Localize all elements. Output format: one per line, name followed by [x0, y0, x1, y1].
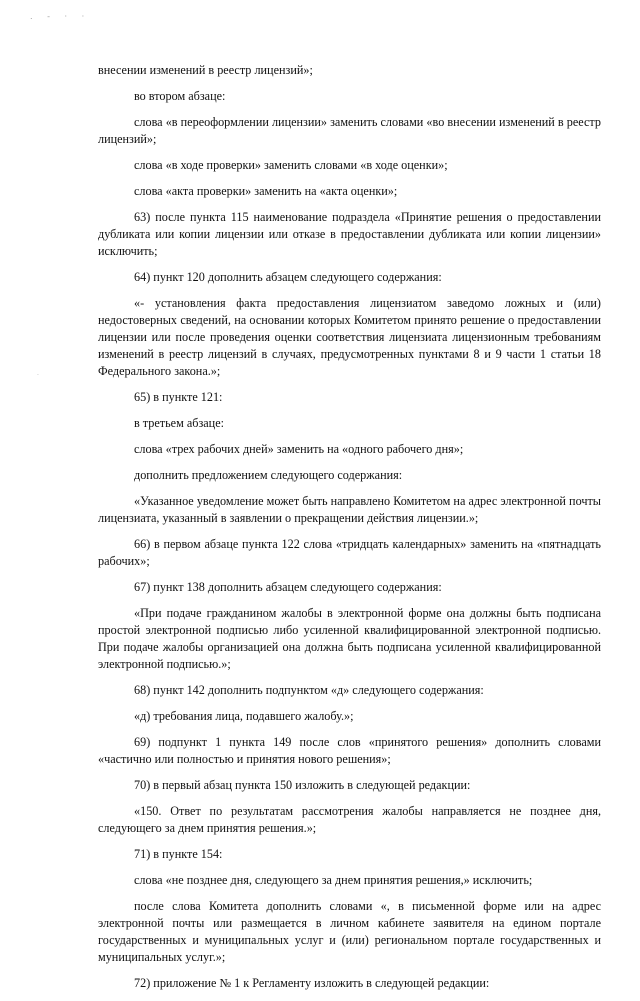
paragraph: 65) в пункте 121: — [134, 390, 223, 404]
paragraph: слова «в ходе проверки» заменить словами «в ходе оценки»; — [134, 158, 448, 172]
paragraph: «- установления факта предоставления лицензиатом заведомо ложных и (или) недостоверных сведений, на основании которых Комитетом принято решение о предоставлении лицензии или после проведения оценки соответствия лицензиата лицензионным требованиям изменений в реестр лицензий в случаях, предусмотренных пунктами 8 и 9 части 1 статьи 18 Федерального закона.»; — [98, 296, 601, 378]
paragraph: 72) приложение № 1 к Регламенту изложить в следующей редакции: — [134, 976, 490, 990]
paragraph: дополнить предложением следующего содержания: — [134, 468, 403, 482]
paragraph: в третьем абзаце: — [134, 416, 224, 430]
paragraph: 71) в пункте 154: — [134, 847, 223, 861]
scan-marks: . - · · — [30, 12, 91, 21]
document-page — [98, 62, 601, 1001]
paragraph: 69) подпункт 1 пункта 149 после слов «принятого решения» дополнить словами «частично или полностью и принятия нового решения»; — [98, 735, 601, 766]
scan-speck: · — [37, 372, 39, 379]
paragraph: слова «акта проверки» заменить на «акта оценки»; — [134, 184, 398, 198]
paragraph: 68) пункт 142 дополнить подпунктом «д» следующего содержания: — [134, 683, 484, 697]
paragraph: «При подаче гражданином жалобы в электронной форме она должны быть подписана простой электронной подписью либо усиленной квалифицированной электронной подписью. При подаче жалобы организацией она должна быть подписана усиленной квалифицированной электронной подписью.»; — [98, 606, 601, 671]
paragraph: после слова Комитета дополнить словами «, в письменной форме или на адрес электронной почты или размещается в личном кабинете заявителя на едином портале государственных и муниципальных услуг и (или) региональном портале государственных и муниципальных услуг.»; — [98, 899, 601, 964]
paragraph: слова «в переоформлении лицензии» заменить словами «во внесении изменений в реестр лицензий»; — [98, 115, 601, 146]
paragraph: 66) в первом абзаце пункта 122 слова «тридцать календарных» заменить на «пятнадцать рабочих»; — [98, 537, 601, 568]
paragraph: «150. Ответ по результатам рассмотрения жалобы направляется не позднее дня, следующего за днем принятия решения.»; — [98, 804, 601, 835]
paragraph: «д) требования лица, подавшего жалобу.»; — [134, 709, 354, 723]
paragraph: 70) в первый абзац пункта 150 изложить в следующей редакции: — [134, 778, 471, 792]
paragraph: «Указанное уведомление может быть направлено Комитетом на адрес электронной почты лицензиата, указанный в заявлении о прекращении действия лицензии.»; — [98, 494, 601, 525]
paragraph: 63) после пункта 115 наименование подраздела «Принятие решения о предоставлении дубликата или копии лицензии или отказе в предоставлении дубликата или копии лицензии» исключить; — [98, 210, 601, 258]
paragraph: слова «не позднее дня, следующего за днем принятия решения,» исключить; — [134, 873, 533, 887]
paragraph: во втором абзаце: — [134, 89, 226, 103]
paragraph: 67) пункт 138 дополнить абзацем следующего содержания: — [134, 580, 442, 594]
paragraph: слова «трех рабочих дней» заменить на «одного рабочего дня»; — [134, 442, 464, 456]
paragraph: внесении изменений в реестр лицензий»; — [98, 63, 313, 77]
paragraph: 64) пункт 120 дополнить абзацем следующего содержания: — [134, 270, 442, 284]
